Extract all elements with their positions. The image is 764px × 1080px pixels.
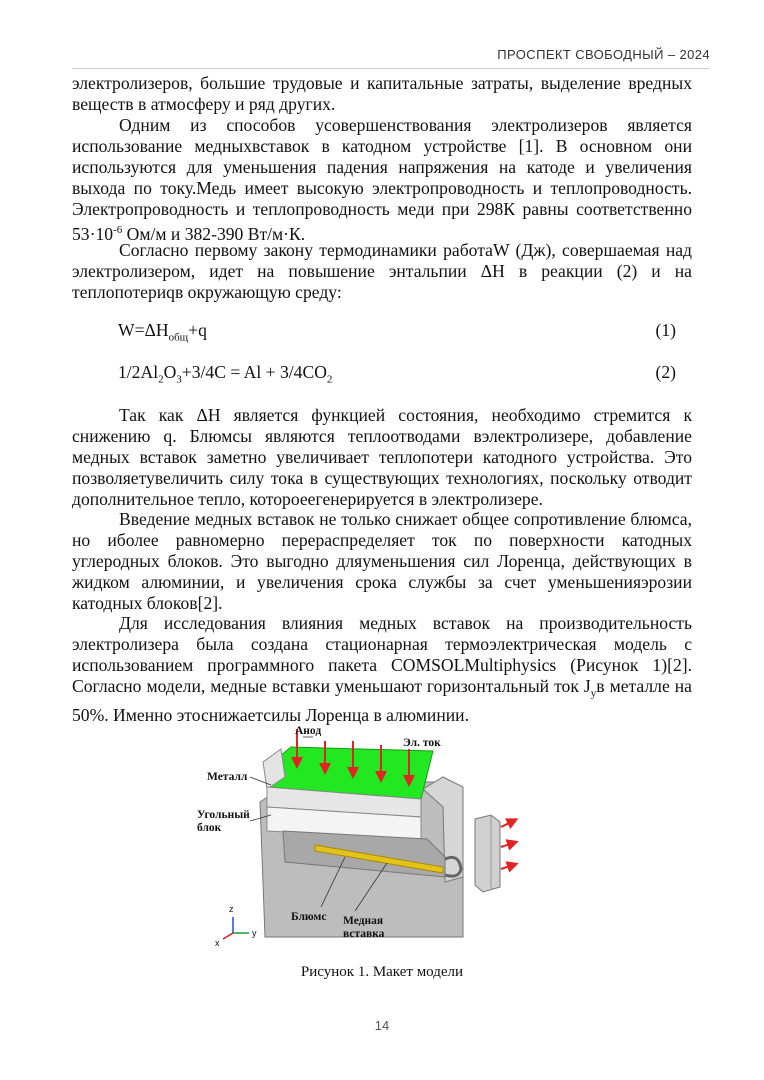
- formula-2-expression: $1/2Al_2O_3+3/4C = Al + 3/4CO_2$: [118, 362, 333, 386]
- label-blooms: Блюмс: [291, 911, 327, 923]
- paragraph-3: Согласно первому закону термодинамики работаW (Дж), совершаемая над электролизером, идет на повышение энтальпии ΔH в реакции (2) и на теплопотериqв окружающую среду:: [72, 240, 692, 302]
- out-arrow-1: [501, 821, 513, 827]
- out-arrow-2: [501, 843, 513, 847]
- label-carbon-block: Угольный блок: [197, 809, 250, 834]
- paragraph-2: [72, 115, 692, 245]
- label-axis-x: x: [215, 938, 220, 948]
- figure-caption: Рисунок 1. Макет модели: [300, 964, 464, 980]
- formula-1-expression: $W=\Delta H_{общ}+q$: [118, 320, 207, 344]
- label-anode: Анод: [295, 725, 322, 737]
- running-header: ПРОСПЕКТ СВОБОДНЫЙ – 2024: [497, 47, 710, 62]
- page-number: 14: [374, 1018, 390, 1033]
- paragraph-2-text: Одним из способов усовершенствования электролизеров является использование медныхвставок в катодном устройстве [1]. В основном они используются для уменьшения падения напряжения на катоде и увеличения выхода по току.Медь имеет высокую электропроводность и теплопроводность. Электропроводность и теплопроводность меди при 298К равны соответственно: [72, 115, 692, 219]
- paragraph-6: Для исследования влияния медных вставок на производительность электролизера была создана стационарная термоэлектрическая модель с использованием программного пакета COMSOLMultiphysics (Рисунок 1)[2]. Согласно модели, медные вставки уменьшают горизонтальный ток $J_yв$ металле на 50%. Именно этоснижаетсилы Лоренца в алюминии.: [72, 613, 692, 725]
- label-copper-insert: Медная вставка: [343, 915, 385, 940]
- paragraph-4: Так как ΔH является функцией состояния, необходимо стремится к снижению q. Блюмсы являются теплоотводами вэлектролизере, добавление медных вставок заметно увеличивает теплопотери катодного устройства. Это позволяетувеличить силу тока в существующих технологиях, поскольку отводит дополнительное тепло, котороеегенерируется в электролизере.: [72, 405, 692, 509]
- axis-x-line: [223, 933, 233, 939]
- label-metal: Металл: [207, 771, 248, 783]
- model-figure: [195, 727, 525, 952]
- label-axis-y: y: [252, 928, 257, 938]
- paragraph-5: Введение медных вставок не только снижает общее сопротивление блюмса, но иболее равномерно перераспределяет ток по поверхности катодных углеродных блоков. Это выгодно дляуменьшения сил Лоренца, действующих в жидком алюминии, и увеличения срока службы за счет уменьшенияэрозии катодных блоков[2].: [72, 509, 692, 613]
- header-divider: [72, 68, 710, 69]
- label-current: Эл. ток: [403, 737, 441, 749]
- out-arrow-3: [501, 865, 513, 869]
- formula-1-number: (1): [655, 320, 676, 340]
- paragraph-2-value: $53\cdot 10^{-6}$ Ом/м и 382-390 Вт/м·К.: [72, 223, 306, 244]
- formula-2-number: (2): [655, 362, 676, 382]
- formula-1: [118, 320, 676, 344]
- label-axis-z: z: [229, 904, 234, 914]
- formula-2: [118, 362, 676, 386]
- paragraph-1: электролизеров, большие трудовые и капитальные затраты, выделение вредных веществ в атмосферу и ряд других.: [72, 73, 692, 114]
- collector-box: [475, 815, 500, 892]
